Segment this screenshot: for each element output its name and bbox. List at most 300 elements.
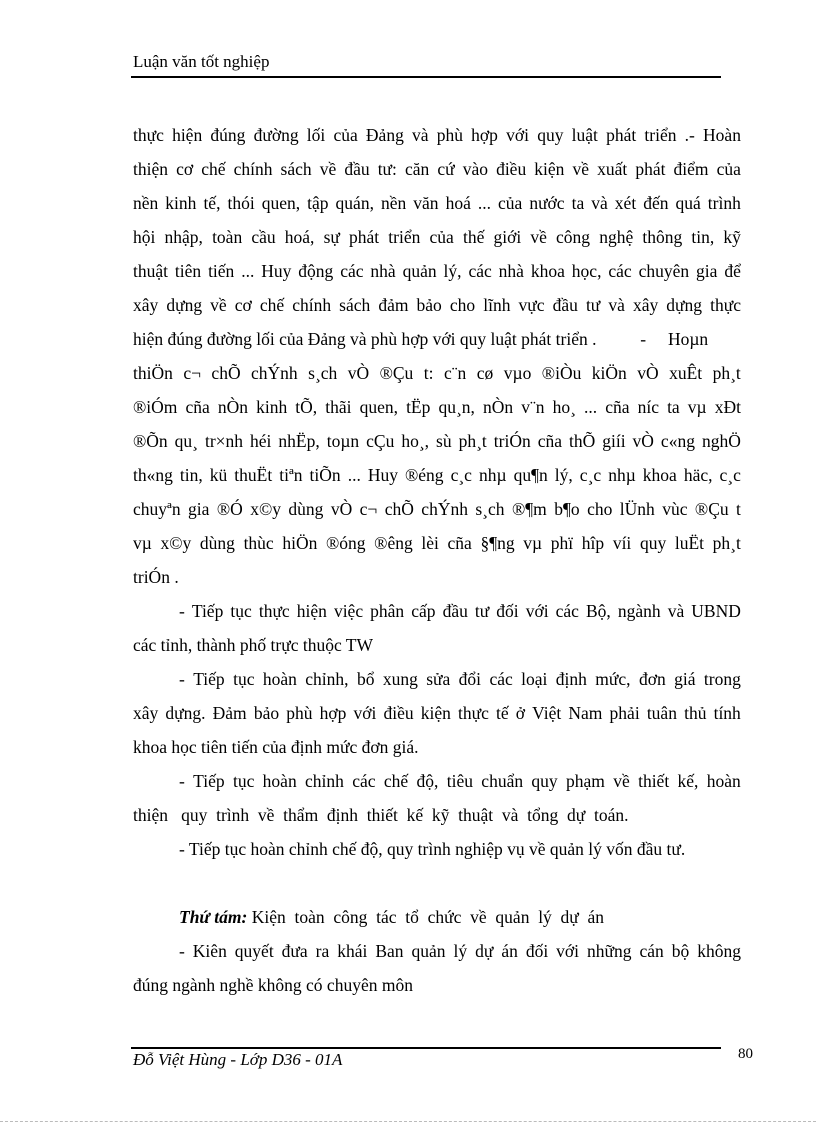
word: và [591,193,608,213]
section-title: Kiện toàn công tác tổ chức về quản lý dự án [251,907,605,927]
word: vµo [503,363,532,383]
word: t [736,499,741,519]
word: Ban [375,941,404,961]
text-line [133,458,741,492]
word: ph¸t [712,533,741,553]
word: quyết [234,941,274,961]
word: bổ [356,669,375,689]
word: cứ [437,159,455,179]
word: chÝnh [421,499,468,519]
text-line [133,526,741,560]
word: và [412,125,429,145]
paragraph-3 [133,764,741,832]
word: tục [233,669,255,689]
word: gia [188,499,210,519]
word: níc [637,397,659,417]
word: không [697,941,741,961]
word: đổi [458,669,482,689]
word: tiÕn [309,465,341,485]
word: s¸ch [475,499,505,519]
word: thông [642,227,683,247]
word: hợp [319,703,347,723]
word: kiÖn [591,363,627,383]
word: các [608,261,632,281]
text-line [133,356,741,390]
word: phù [436,125,463,145]
word: tÕ, [295,397,318,417]
word: vÒ [347,363,370,383]
word: ngành [617,601,661,621]
word: nền [380,193,407,213]
word: ho¸, [401,431,430,451]
word: toàn [212,227,243,247]
word: Kiên [192,941,227,961]
text-line: đúng ngành nghề không có chuyên môn [133,975,413,995]
word: để [724,261,741,281]
word: những [587,941,632,961]
word: lĩnh [483,295,511,315]
word: toµn [326,431,360,451]
word: đầu [442,601,468,621]
word: chÕ [384,499,414,519]
word: kế, [677,771,699,791]
word: xuất [597,159,628,179]
paragraph-1 [133,594,741,662]
word: qu¸ [174,431,198,451]
word: nền [133,193,159,213]
word: chuẩn [481,771,524,791]
word: ta [667,397,680,417]
paragraph-4 [133,832,741,866]
word: tin, [179,465,203,485]
word: sửa [426,669,451,689]
word: tin, [691,227,715,247]
word: Tiếp [191,601,224,621]
word: s¸ch [308,363,338,383]
word: tế, [203,193,221,213]
word: kinh [165,193,197,213]
word: nÒn [482,397,514,417]
text-line: các tỉnh, thành phố trực thuộc TW [133,635,373,655]
word: nÒn [217,397,249,417]
word: thế [462,227,485,247]
word: nhµ [478,465,507,485]
word: ®Çu [694,499,729,519]
word: ph¸t [458,431,487,451]
word: đơn [638,669,666,689]
footer-rule [131,1047,721,1049]
word: ®iÒu [541,363,582,383]
word: kü [209,465,228,485]
word: hiÖn [282,533,318,553]
word: chế [201,159,226,179]
section-thu-tam [133,900,741,1002]
word: Huy [367,465,398,485]
word: với [525,601,549,621]
text-line [133,152,741,186]
word: .- [684,125,695,145]
word: phï [550,533,574,553]
word: nhËp, [278,431,320,451]
text-line [133,118,741,152]
word: ®Ó [216,499,243,519]
word: thãi [325,397,352,417]
word: các [555,601,579,621]
word: thực [258,601,290,621]
word: gia [696,261,718,281]
word: và [667,601,685,621]
word: sách [280,159,312,179]
word: lối [306,125,326,145]
word: ra [315,941,330,961]
word: thÕ [568,431,596,451]
word: cầu [251,227,276,247]
word: đưa [281,941,308,961]
word: - [179,941,185,961]
section-heading-line [133,900,741,934]
word: và [608,295,625,315]
word: của [333,125,358,145]
word: xây [133,703,159,723]
paragraph-main [133,118,741,594]
word: trong [703,669,741,689]
word: qu¶n [513,465,548,485]
word: bảo [416,295,442,315]
word: phân [370,601,405,621]
word: hiện [296,601,327,621]
word: các [340,261,364,281]
word: t: [423,363,434,383]
word: tục [230,601,252,621]
paragraph-2 [133,662,741,764]
word: khoa [530,261,565,281]
word: tục [232,771,255,791]
word: chÝnh [251,363,298,383]
word: căn [404,159,430,179]
word: động [298,261,334,281]
word: dự [475,941,494,961]
text-line: - Tiếp tục hoàn chỉnh chế độ, quy trình nghiệp vụ về quản lý vốn đầu tư. [179,839,686,859]
word: phát [349,227,380,247]
word: chuyên [638,261,690,281]
word: c¸c [579,465,602,485]
text-line [133,934,741,968]
word: ... [584,397,598,417]
page-edge [0,1121,816,1122]
word: điểm [673,159,709,179]
word: đầu [344,159,370,179]
word: vÒ [637,363,659,383]
word: sách [339,295,371,315]
word: với [353,703,377,723]
word: giới [493,227,522,247]
word: thiện [133,159,168,179]
word: phạm [566,771,605,791]
word: tư [585,295,601,315]
word: quy [531,771,558,791]
word: quá [675,193,701,213]
word: cña [185,397,210,417]
word: tập [307,193,329,213]
word: Tiếp [193,669,225,689]
word: x©y [250,499,281,519]
word: chế [383,771,409,791]
text-line [133,492,741,526]
word: chỉnh, [305,669,349,689]
word: hoàn [706,771,741,791]
word: Đảng [365,125,404,145]
word: dùng [288,499,324,519]
word: quán, [335,193,374,213]
word: triển [644,125,677,145]
word: thuËt [234,465,273,485]
word: c«ng [660,431,695,451]
word: cø [476,363,494,383]
word: nước [529,193,565,213]
word: luật [571,125,598,145]
word: nhập, [164,227,203,247]
word: các [352,771,376,791]
word: thực [458,703,489,723]
word: ta [571,193,585,213]
text-line [133,696,741,730]
word: triÓn [493,431,531,451]
word: ho¸ [552,397,576,417]
word: sù [436,431,452,451]
blank-line [133,866,741,900]
word: v¨n [521,397,545,417]
word: tiªn [279,465,303,485]
word: vùc [662,499,688,519]
word: phù [286,703,313,723]
word: vÒ [330,499,353,519]
word: độ, [416,771,439,791]
word: ®Õn [133,431,168,451]
text-line [133,594,741,628]
word: ở [515,703,526,723]
word: ... [347,465,361,485]
word: ®êng [374,533,413,553]
word: xÐt [714,397,741,417]
word: án [501,941,518,961]
word: lý, [554,465,573,485]
word: - [179,669,185,689]
word: c¸c [719,465,741,485]
word: nhà [370,261,396,281]
word: vµ [133,533,152,553]
word: Bộ, [586,601,611,621]
word: Tiếp [193,771,225,791]
word: lÜnh [619,499,655,519]
word: vµ [523,533,543,553]
word: quy [639,533,667,553]
word: thói [227,193,255,213]
word: của [429,227,454,247]
word: cho [587,499,613,519]
word: tế [496,703,509,723]
word: đối [525,941,549,961]
word: trình [707,193,741,213]
word: thiÖn [133,363,173,383]
word: nghệ [599,227,634,247]
page-number: 80 [738,1046,753,1062]
word: chính [292,295,332,315]
word: ph¸t [712,363,741,383]
word: cÇu [366,431,395,451]
word: §¶ng [480,533,515,553]
word: hoá, [284,227,315,247]
word: điều [383,703,414,723]
body-text [133,118,741,1002]
word: kiện [420,703,451,723]
word: UBND [691,601,741,621]
text-line [133,254,741,288]
word: tËp [406,397,431,417]
word: c¸c [450,465,472,485]
word: đảm [378,295,409,315]
text-line: triÓn . [133,567,179,587]
word: đối [496,601,519,621]
word: nhµ [608,465,636,485]
word: cña [605,397,630,417]
word: quen, [261,193,301,213]
word: tư: [377,159,397,179]
word: xây [133,295,159,315]
word: chuyªn [133,499,181,519]
word: hoàn [262,771,297,791]
text-line [133,390,741,424]
word: th«ng [133,465,173,485]
word: luËt [674,533,704,553]
word: kiện [534,159,565,179]
word: c¬ [359,499,378,519]
text-line: khoa học tiên tiến của định mức đơn giá. [133,737,419,757]
word: víi [612,533,632,553]
word: các [489,669,513,689]
word: Hoàn [703,125,741,145]
word: của [716,159,741,179]
word: thực [710,295,741,315]
word: khoa [642,465,677,485]
word: quản [402,261,437,281]
word: với [556,941,580,961]
word: về [613,771,630,791]
header-rule [131,76,721,78]
word: häc, [683,465,713,485]
word: xuÊt [669,363,703,383]
word: vµ [687,397,707,417]
text-line [133,288,741,322]
word: giá [674,669,696,689]
word: triển [388,227,421,247]
word: ®óng [325,533,366,553]
word: chỉnh [305,771,344,791]
word: hoàn [262,669,297,689]
word: thủ [684,703,707,723]
word: kỹ [723,227,741,247]
text-line: hiện đúng đường lối của Đảng và phù hợp với quy luật phát triển . - Hoµn [133,329,709,349]
word: lý [453,941,468,961]
text-line [133,186,741,220]
word: xây [632,295,659,315]
word: lý, [443,261,462,281]
word: cña [447,533,472,553]
word: hội [133,227,156,247]
word: chính [233,159,273,179]
word: xung [382,669,418,689]
word: về [319,159,337,179]
word: thùc [243,533,274,553]
word: tr×nh [204,431,244,451]
word: tuân [646,703,677,723]
word: nghÖ [701,431,741,451]
word: văn [413,193,439,213]
word: nhà [498,261,524,281]
word: phải [609,703,640,723]
word: mức, [595,669,631,689]
word: Việt [532,703,562,723]
word: điều [496,159,527,179]
word: ®éng [404,465,444,485]
word: các [468,261,492,281]
section-label: Thứ tám: [179,907,248,927]
word: phát [606,125,637,145]
word: hợp [471,125,498,145]
word: thuật [133,261,168,281]
word: việc [333,601,364,621]
word: ®Çu [379,363,414,383]
word: chế [259,295,285,315]
word: đầu [552,295,578,315]
word: giíi [602,431,626,451]
word: c¨n [443,363,467,383]
header-title: Luận văn tốt nghiệp [133,52,270,71]
word: Nam [568,703,603,723]
word: đường [253,125,299,145]
word: xét [614,193,637,213]
word: sự [323,227,340,247]
word: dựng. [165,703,206,723]
word: hoá [445,193,471,213]
word: quen, [359,397,398,417]
word: quy [537,125,564,145]
word: công [556,227,591,247]
text-line [133,662,741,696]
word: dựng [166,295,203,315]
word: cho [449,295,476,315]
word: tiến [208,261,235,281]
word: cña [537,431,562,451]
word: thực [133,125,164,145]
word: đến [643,193,669,213]
word: vực [518,295,545,315]
word: cấp [411,601,436,621]
word: khái [337,941,368,961]
word: - [179,601,185,621]
word: kinh [256,397,288,417]
word: c¬ [183,363,201,383]
word: lèi [421,533,439,553]
word: đúng [210,125,246,145]
word: tư [474,601,490,621]
word: vào [462,159,488,179]
footer-author: Đỗ Việt Hùng - Lớp D36 - 01A [133,1050,343,1069]
word: định [555,669,587,689]
word: ®¶m [511,499,547,519]
word: thiết [638,771,670,791]
word: phát [635,159,666,179]
word: quản [411,941,446,961]
